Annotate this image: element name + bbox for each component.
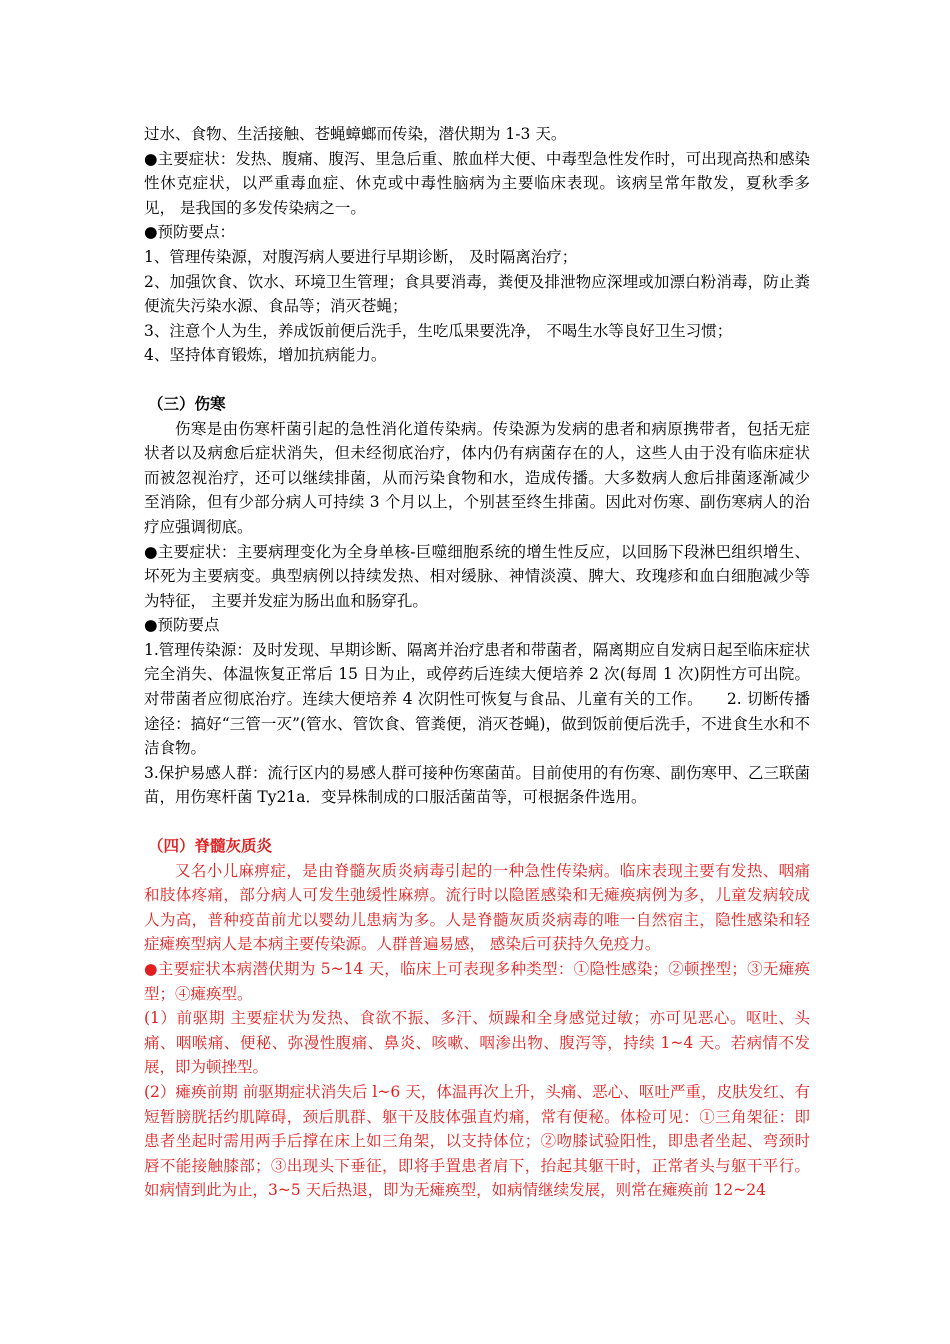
s3-prevention-item-3: 3.保护易感人群：流行区内的易感人群可接种伤寒菌苗。目前使用的有伤寒、副伤寒甲、乙三联菌苗，用伤寒杆菌 Ty21a．变异株制成的口服活菌苗等，可根据条件选用。 — [144, 763, 810, 807]
s4-prodromal-stage: (1）前驱期 主要症状为发热、食欲不振、多汗、烦躁和全身感觉过敏；亦可见恶心。呕吐、头痛、咽喉痛、便秘、弥漫性腹痛、鼻炎、咳嗽、咽渗出物、腹泻等，持续 1~4 天。若病情不发展，即为顿挫型。 — [144, 1009, 810, 1077]
s3-intro-paragraph: 伤寒是由伤寒杆菌引起的急性消化道传染病。传染源为发病的患者和病原携带者，包括无症状者以及病愈后症状消失，但未经彻底治疗，体内仍有病菌存在的人，这些人由于没有临床症状而被忽视治疗，还可以继续排菌，从而污染食物和水，造成传播。大多数病人愈后排菌逐渐减少至消除，但有少部分病人可持续 3 个月以上，个别甚至终生排菌。因此对伤寒、副伤寒病人的治疗应强调彻底。 — [144, 419, 810, 536]
s2-prevention-item-4: 4、坚持体育锻炼，增加抗病能力。 — [144, 346, 387, 365]
s3-prevention-title: ●预防要点 — [144, 616, 220, 635]
s4-main-symptoms: ●主要症状本病潜伏期为 5~14 天，临床上可表现多种类型：①隐性感染；②顿挫型；③无瘫痪型；④瘫痪型。 — [144, 960, 810, 1003]
s3-main-symptoms: ●主要症状：主要病理变化为全身单核-巨噬细胞系统的增生性反应，以回肠下段淋巴组织增生、坏死为主要病变。典型病例以持续发热、相对缓脉、神情淡漠、脾大、玫瑰疹和血白细胞减少等为特征， 主要并发症为肠出血和肠穿孔。 — [144, 542, 810, 610]
s2-prevention-title: ●预防要点： — [144, 223, 236, 242]
section-heading-polio: （四）脊髓灰质炎 — [148, 836, 273, 856]
section-heading-typhoid: （三）伤寒 — [148, 393, 226, 413]
section-gap — [144, 810, 810, 834]
s2-prevention-item-2: 2、加强饮食、饮水、环境卫生管理；食具要消毒，粪便及排泄物应深埋或加漂白粉消毒，防止粪便流失污染水源、食品等；消灭苍蝇； — [144, 272, 810, 316]
s2-prevention-item-3: 3、注意个人为生，养成饭前便后洗手，生吃瓜果要洗净， 不喝生水等良好卫生习惯； — [144, 321, 733, 340]
s2-main-symptoms: ●主要症状：发热、腹痛、腹泻、里急后重、脓血样大便、中毒型急性发作时，可出现高热和感染性休克症状，以严重毒血症、休克或中毒性脑病为主要临床表现。该病呈常年散发，夏秋季多见， 是我国的多发传染病之一。 — [144, 149, 810, 217]
s2-paragraph-transmission: 过水、食物、生活接触、苍蝇蟑螂而传染，潜伏期为 1-3 天。 — [144, 125, 567, 143]
s2-prevention-item-1: 1、管理传染源，对腹泻病人要进行早期诊断， 及时隔离治疗； — [144, 247, 578, 266]
s4-intro-paragraph: 又名小儿麻痹症，是由脊髓灰质炎病毒引起的一种急性传染病。临床表现主要有发热、咽痛和肢体疼痛，部分病人可发生弛缓性麻痹。流行时以隐匿感染和无瘫痪病例为多，儿童发病较成人为高，普种疫苗前尤以婴幼儿患病为多。人是脊髓灰质炎病毒的唯一自然宿主，隐性感染和轻症瘫痪型病人是本病主要传染源。人群普遍易感， 感染后可获持久免疫力。 — [144, 861, 810, 954]
document-body — [144, 122, 810, 1203]
section-gap — [144, 368, 810, 392]
s4-preparalytic-stage: (2）瘫痪前期 前驱期症状消失后 l~6 天，体温再次上升，头痛、恶心、呕吐严重，皮肤发红、有短暂膀胱括约肌障碍，颈后肌群、躯干及肢体强直灼痛，常有便秘。体检可见：①三角架征：即患者坐起时需用两手后撑在床上如三角架，以支持体位；②吻膝试验阳性，即患者坐起、弯颈时唇不能接触膝部；③出现头下垂征，即将手置患者肩下，抬起其躯干时，正常者头与躯干平行。如病情到此为止，3~5 天后热退，即为无瘫痪型，如病情继续发展，则常在瘫痪前 12~24 — [144, 1082, 810, 1200]
s3-prevention-item-1-2: 1.管理传染源：及时发现、早期诊断、隔离并治疗患者和带菌者，隔离期应自发病日起至临床症状完全消失、体温恢复正常后 15 日为止，或停药后连续大便培养 2 次(每周 1 次)阴性方可出院。对带菌者应彻底治疗。连续大便培养 4 次阴性可恢复与食品、儿童有关的工作。 2. 切断传播途径：搞好“三管一灭”(管水、管饮食、管粪便，消灭苍蝇)，做到饭前便后洗手，不进食生水和不洁食物。 — [144, 640, 810, 758]
